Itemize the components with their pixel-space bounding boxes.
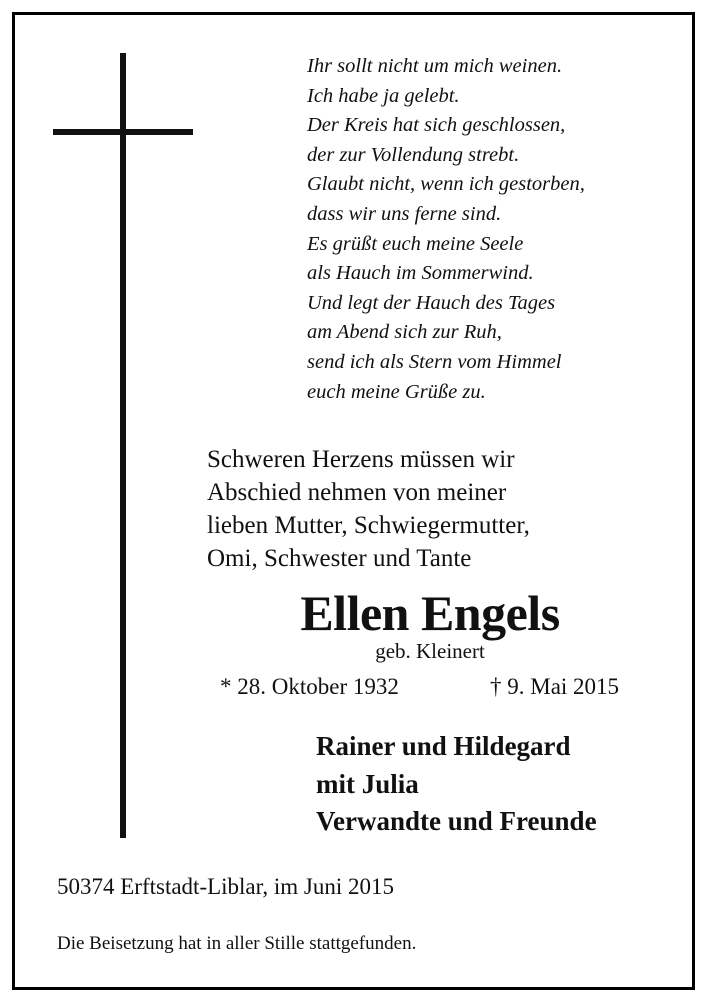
intro-text: [207, 443, 627, 575]
poem: [307, 52, 667, 407]
poem-line: Es grüßt euch meine Seele: [307, 232, 524, 255]
intro-line: Schweren Herzens müssen wir: [207, 446, 515, 473]
maiden-name: geb. Kleinert: [375, 639, 485, 663]
death-date: † 9. Mai 2015: [490, 674, 620, 699]
birth-date: * 28. Oktober 1932: [220, 674, 399, 699]
burial-note: Die Beisetzung hat in aller Stille stattgefunden.: [57, 933, 417, 954]
mourner-line: Verwandte und Freunde: [316, 806, 597, 836]
poem-line: euch meine Grüße zu.: [307, 380, 486, 403]
intro-line: Omi, Schwester und Tante: [207, 545, 472, 572]
poem-line: Glaubt nicht, wenn ich gestorben,: [307, 173, 585, 196]
deceased-name: Ellen Engels: [300, 585, 560, 641]
poem-line: Ihr sollt nicht um mich weinen.: [307, 55, 563, 77]
intro-line: lieben Mutter, Schwiegermutter,: [207, 512, 530, 539]
poem-line: der zur Vollendung strebt.: [307, 143, 520, 166]
cross-vertical-bar: [120, 53, 126, 838]
poem-line: Und legt der Hauch des Tages: [307, 291, 556, 314]
mourners: [316, 728, 676, 841]
cross-horizontal-bar: [53, 129, 193, 135]
poem-line: am Abend sich zur Ruh,: [307, 321, 502, 344]
mourner-line: mit Julia: [316, 768, 419, 799]
place-date: 50374 Erftstadt-Liblar, im Juni 2015: [57, 874, 395, 899]
poem-line: dass wir uns ferne sind.: [307, 202, 502, 225]
poem-line: Ich habe ja gelebt.: [307, 84, 460, 107]
poem-line: send ich als Stern vom Himmel: [307, 350, 562, 373]
poem-line: Der Kreis hat sich geschlossen,: [307, 114, 566, 137]
intro-line: Abschied nehmen von meiner: [207, 479, 507, 506]
mourner-line: Rainer und Hildegard: [316, 731, 571, 761]
poem-line: als Hauch im Sommerwind.: [307, 262, 534, 285]
